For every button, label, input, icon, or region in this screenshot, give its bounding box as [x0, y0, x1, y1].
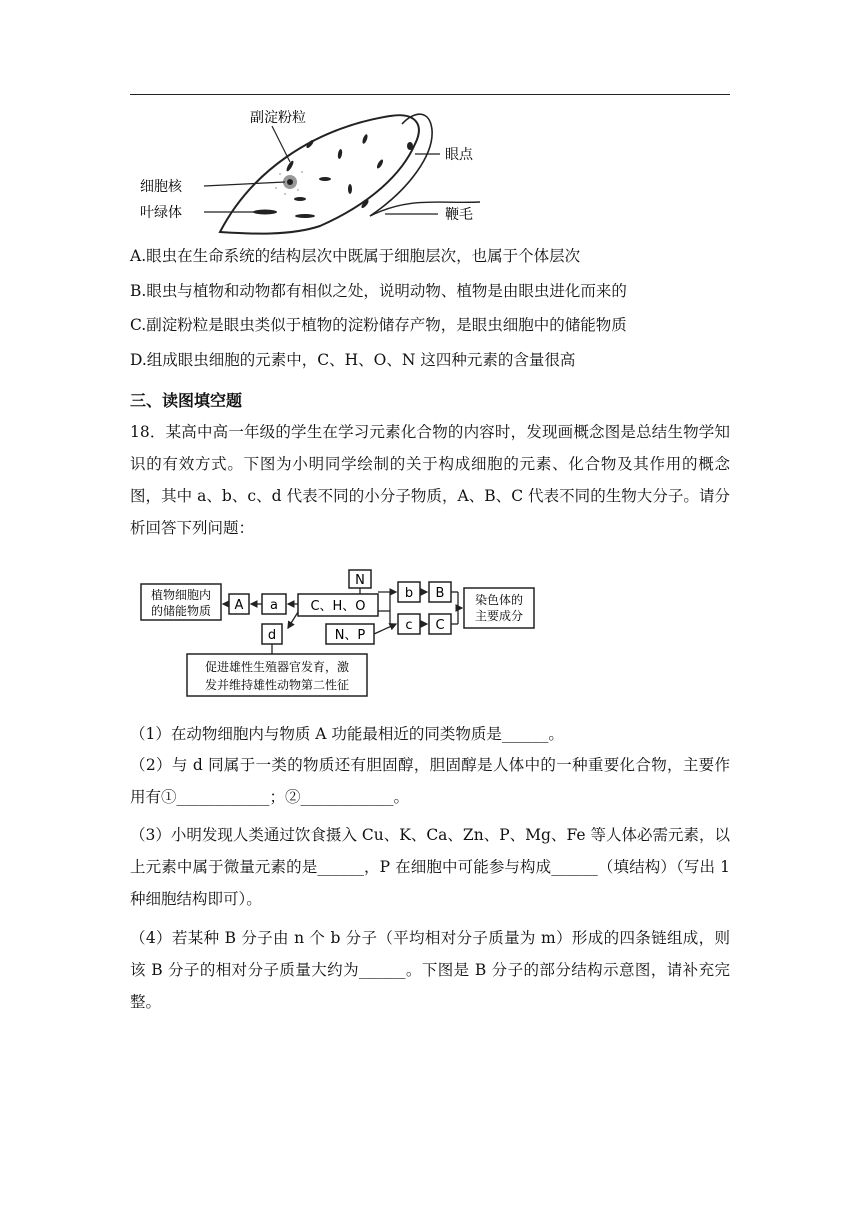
concept-map	[140, 566, 540, 700]
euglena-figure	[140, 104, 500, 236]
label-paramylon: 副淀粉粒	[250, 110, 306, 126]
node-N: N	[355, 573, 365, 588]
storage-label-line2: 的储能物质	[150, 604, 212, 618]
top-rule	[130, 94, 730, 95]
section-title: 三、读图填空题	[130, 391, 243, 410]
option-d: D.组成眼虫细胞的元素中，C、H、O、N 这四种元素的含量很高	[130, 351, 576, 369]
sub-question-4: （4）若某种 B 分子由 n 个 b 分子（平均相对分子质量为 m）形成的四条链组成，则该 B 分子的相对分子质量大约为______。下图是 B 分子的部分结构示意图，请补充完整。	[130, 929, 730, 1011]
label-nucleus: 细胞核	[140, 179, 182, 195]
node-d: d	[267, 628, 277, 643]
node-B: B	[435, 586, 445, 601]
label-eyespot: 眼点	[445, 147, 473, 163]
node-NP: N、P	[334, 628, 366, 643]
option-c: C.副淀粉粒是眼虫类似于植物的淀粉储存产物，是眼虫细胞中的储能物质	[130, 316, 627, 334]
function-label-line2: 发并维持雄性动物第二性征	[204, 678, 350, 692]
option-b: B.眼虫与植物和动物都有相似之处，说明动物、植物是由眼虫进化而来的	[130, 282, 627, 300]
sub-question-1: （1）在动物细胞内与物质 A 功能最相近的同类物质是______。	[130, 725, 564, 743]
node-a: a	[270, 598, 278, 613]
sub-question-2: （2）与 d 同属于一类的物质还有胆固醇，胆固醇是人体中的一种重要化合物，主要作用有①____________；②____________。	[130, 756, 730, 806]
node-cho: C、H、O	[310, 599, 366, 614]
node-A: A	[234, 598, 244, 613]
label-chloroplast: 叶绿体	[140, 205, 182, 221]
chromosome-label-line1: 染色体的	[474, 593, 524, 607]
storage-label-line1: 植物细胞内	[150, 588, 212, 602]
node-c: c	[405, 618, 413, 633]
question-18-stem: 18．某高中高一年级的学生在学习元素化合物的内容时，发现画概念图是总结生物学知识的有效方式。下图为小明同学绘制的关于构成细胞的元素、化合物及其作用的概念图，其中 a、b、c、d 代表不同的小分子物质，A、B、C 代表不同的生物大分子。请分析回答下列问题：	[130, 423, 730, 537]
option-a: A.眼虫在生命系统的结构层次中既属于细胞层次，也属于个体层次	[130, 247, 581, 265]
sub-question-3: （3）小明发现人类通过饮食摄入 Cu、K、Ca、Zn、P、Mg、Fe 等人体必需元素，以上元素中属于微量元素的是______，P 在细胞中可能参与构成______（填结构）（写出 1 种细胞结构即可）。	[130, 826, 730, 908]
node-C: C	[435, 618, 445, 633]
label-flagellum: 鞭毛	[445, 207, 473, 223]
node-b: b	[404, 586, 414, 601]
chromosome-label-line2: 主要成分	[474, 609, 524, 623]
function-label-line1: 促进雄性生殖器官发育，激	[204, 660, 350, 674]
